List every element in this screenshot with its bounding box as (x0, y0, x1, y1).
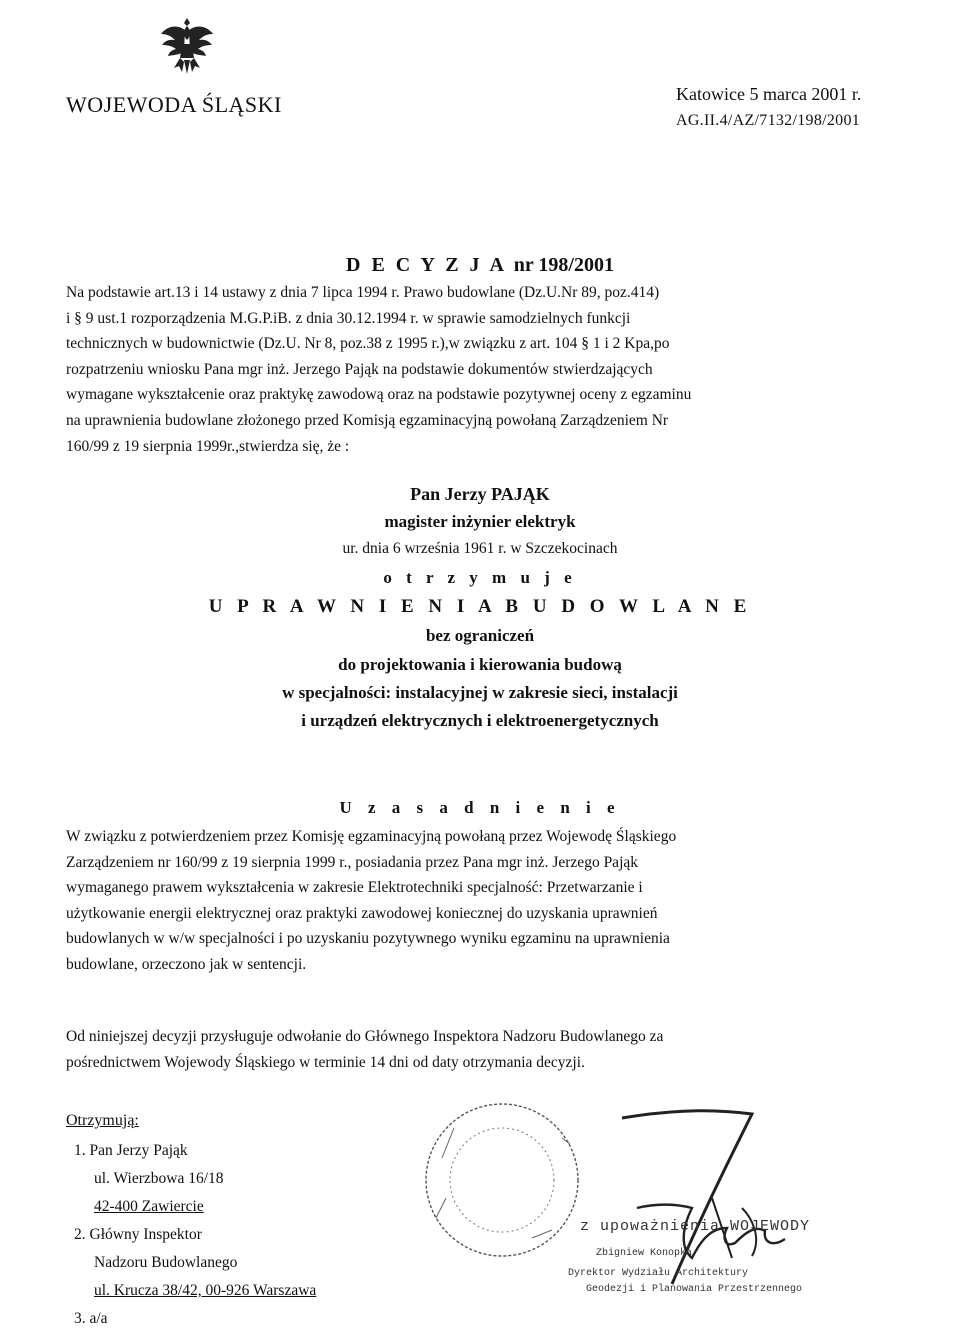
decision-title (0, 254, 960, 277)
justification-line: budowlanych w w/w specjalności i po uzyskaniu pozytywnego wyniku egzaminu na uprawnienia (66, 930, 670, 948)
stamp-signatory: Zbigniew Konopka (596, 1248, 693, 1259)
permit-title: U P R A W N I E N I A B U D O W L A N E (208, 596, 752, 617)
legal-basis-line: na uprawnienia budowlane złożonego przed Komisją egzaminacyjną powołaną Zarządzeniem Nr (66, 411, 669, 429)
grantee-degree: magister inżynier elektryk (384, 512, 576, 531)
stamp-department: Geodezji i Planowania Przestrzennego (586, 1284, 803, 1295)
recipient-2-city: 00-926 Warszawa (205, 1282, 317, 1299)
grantee-name: Pan Jerzy PAJĄK (410, 484, 550, 504)
reference-number: AG.II.4/AZ/7132/198/2001 (676, 112, 861, 129)
legal-basis-paragraph (66, 280, 896, 459)
receives-label: o t r z y m u j e (383, 568, 577, 587)
recipient-3: 3. a/a (74, 1310, 108, 1327)
justification-line: użytkowanie energii elektrycznej oraz praktyki zawodowej koniecznej do uzyskania uprawnień (66, 904, 658, 922)
appeal-paragraph (66, 1024, 896, 1075)
permit-scope-line: w specjalności: instalacyjnej w zakresie sieci, instalacji (282, 683, 678, 702)
recipient-1-street: ul. Wierzbowa 16/18 (94, 1170, 224, 1187)
justification-paragraph (66, 824, 896, 978)
justification-line: Zarządzeniem nr 160/99 z 19 sierpnia 1999 r., posiadania przez Pana mgr inż. Jerzego Pająk (66, 853, 639, 871)
decision-title-label: D E C Y Z J A (346, 254, 506, 276)
issuing-office: WOJEWODA ŚLĄSKI (66, 92, 282, 117)
legal-basis-line: Na podstawie art.13 i 14 ustawy z dnia 7 lipca 1994 r. Prawo budowlane (Dz.U.Nr 89, poz.414) (66, 284, 660, 301)
permit-scope-line: do projektowania i kierowania budową (338, 655, 622, 674)
legal-basis-line: technicznych w budownictwie (Dz.U. Nr 8, poz.38 z 1995 r.),w związku z art. 104 § 1 i 2 Kpa,po (66, 335, 670, 353)
permit-scope-line: bez ograniczeń (425, 626, 535, 645)
legal-basis-line: rozpatrzeniu wniosku Pana mgr inż. Jerzego Pająk na podstawie dokumentów stwierdzających (66, 360, 653, 378)
justification-line: W związku z potwierdzeniem przez Komisję egzaminacyjną powołaną przez Wojewodę Śląskiego (66, 828, 677, 845)
recipient-2-street: ul. Krucza 38/42, (94, 1282, 206, 1299)
justification-line: wymaganego prawem wykształcenia w zakresie Elektrotechniki specjalność: Przetwarzanie i (66, 879, 643, 897)
appeal-line: pośrednictwem Wojewody Śląskiego w terminie 14 dni od daty otrzymania decyzji. (66, 1053, 585, 1071)
issue-date: Katowice 5 marca 2001 r. (676, 84, 862, 104)
recipients-heading: Otrzymują: (66, 1112, 139, 1129)
recipient-2-name: 2. Główny Inspektor (74, 1226, 202, 1243)
justification-heading: U z a s a d n i e n i e (339, 798, 621, 817)
legal-basis-line: 160/99 z 19 sierpnia 1999r.,stwierdza się, że : (66, 437, 350, 455)
recipient-2-address (94, 1282, 316, 1300)
eagle-emblem-icon (158, 14, 216, 80)
recipient-2-name-cont: Nadzoru Budowlanego (94, 1254, 238, 1271)
stamp-position: Dyrektor Wydziału Architektury (568, 1268, 749, 1279)
legal-basis-line: wymagane wykształcenie oraz praktykę zawodową oraz na podstawie pozytywnej oceny z egzaminu (66, 386, 692, 404)
decision-number: nr 198/2001 (513, 254, 614, 276)
legal-basis-line: i § 9 ust.1 rozporządzenia M.G.P.iB. z dnia 30.12.1994 r. w sprawie samodzielnych funkcji (66, 309, 631, 327)
recipient-1-name: 1. Pan Jerzy Pająk (74, 1142, 188, 1159)
justification-line: budowlane, orzeczono jak w sentencji. (66, 955, 307, 973)
permit-scope-line: i urządzeń elektrycznych i elektroenergetycznych (301, 711, 659, 730)
stamp-authorization: z upoważnienia WOJEWODY (580, 1218, 811, 1235)
grantee-birth: ur. dnia 6 września 1961 r. w Szczekocinach (342, 540, 618, 557)
recipient-1-city: 42-400 Zawiercie (94, 1198, 204, 1215)
appeal-line: Od niniejszej decyzji przysługuje odwołanie do Głównego Inspektora Nadzoru Budowlanego za (66, 1028, 664, 1045)
